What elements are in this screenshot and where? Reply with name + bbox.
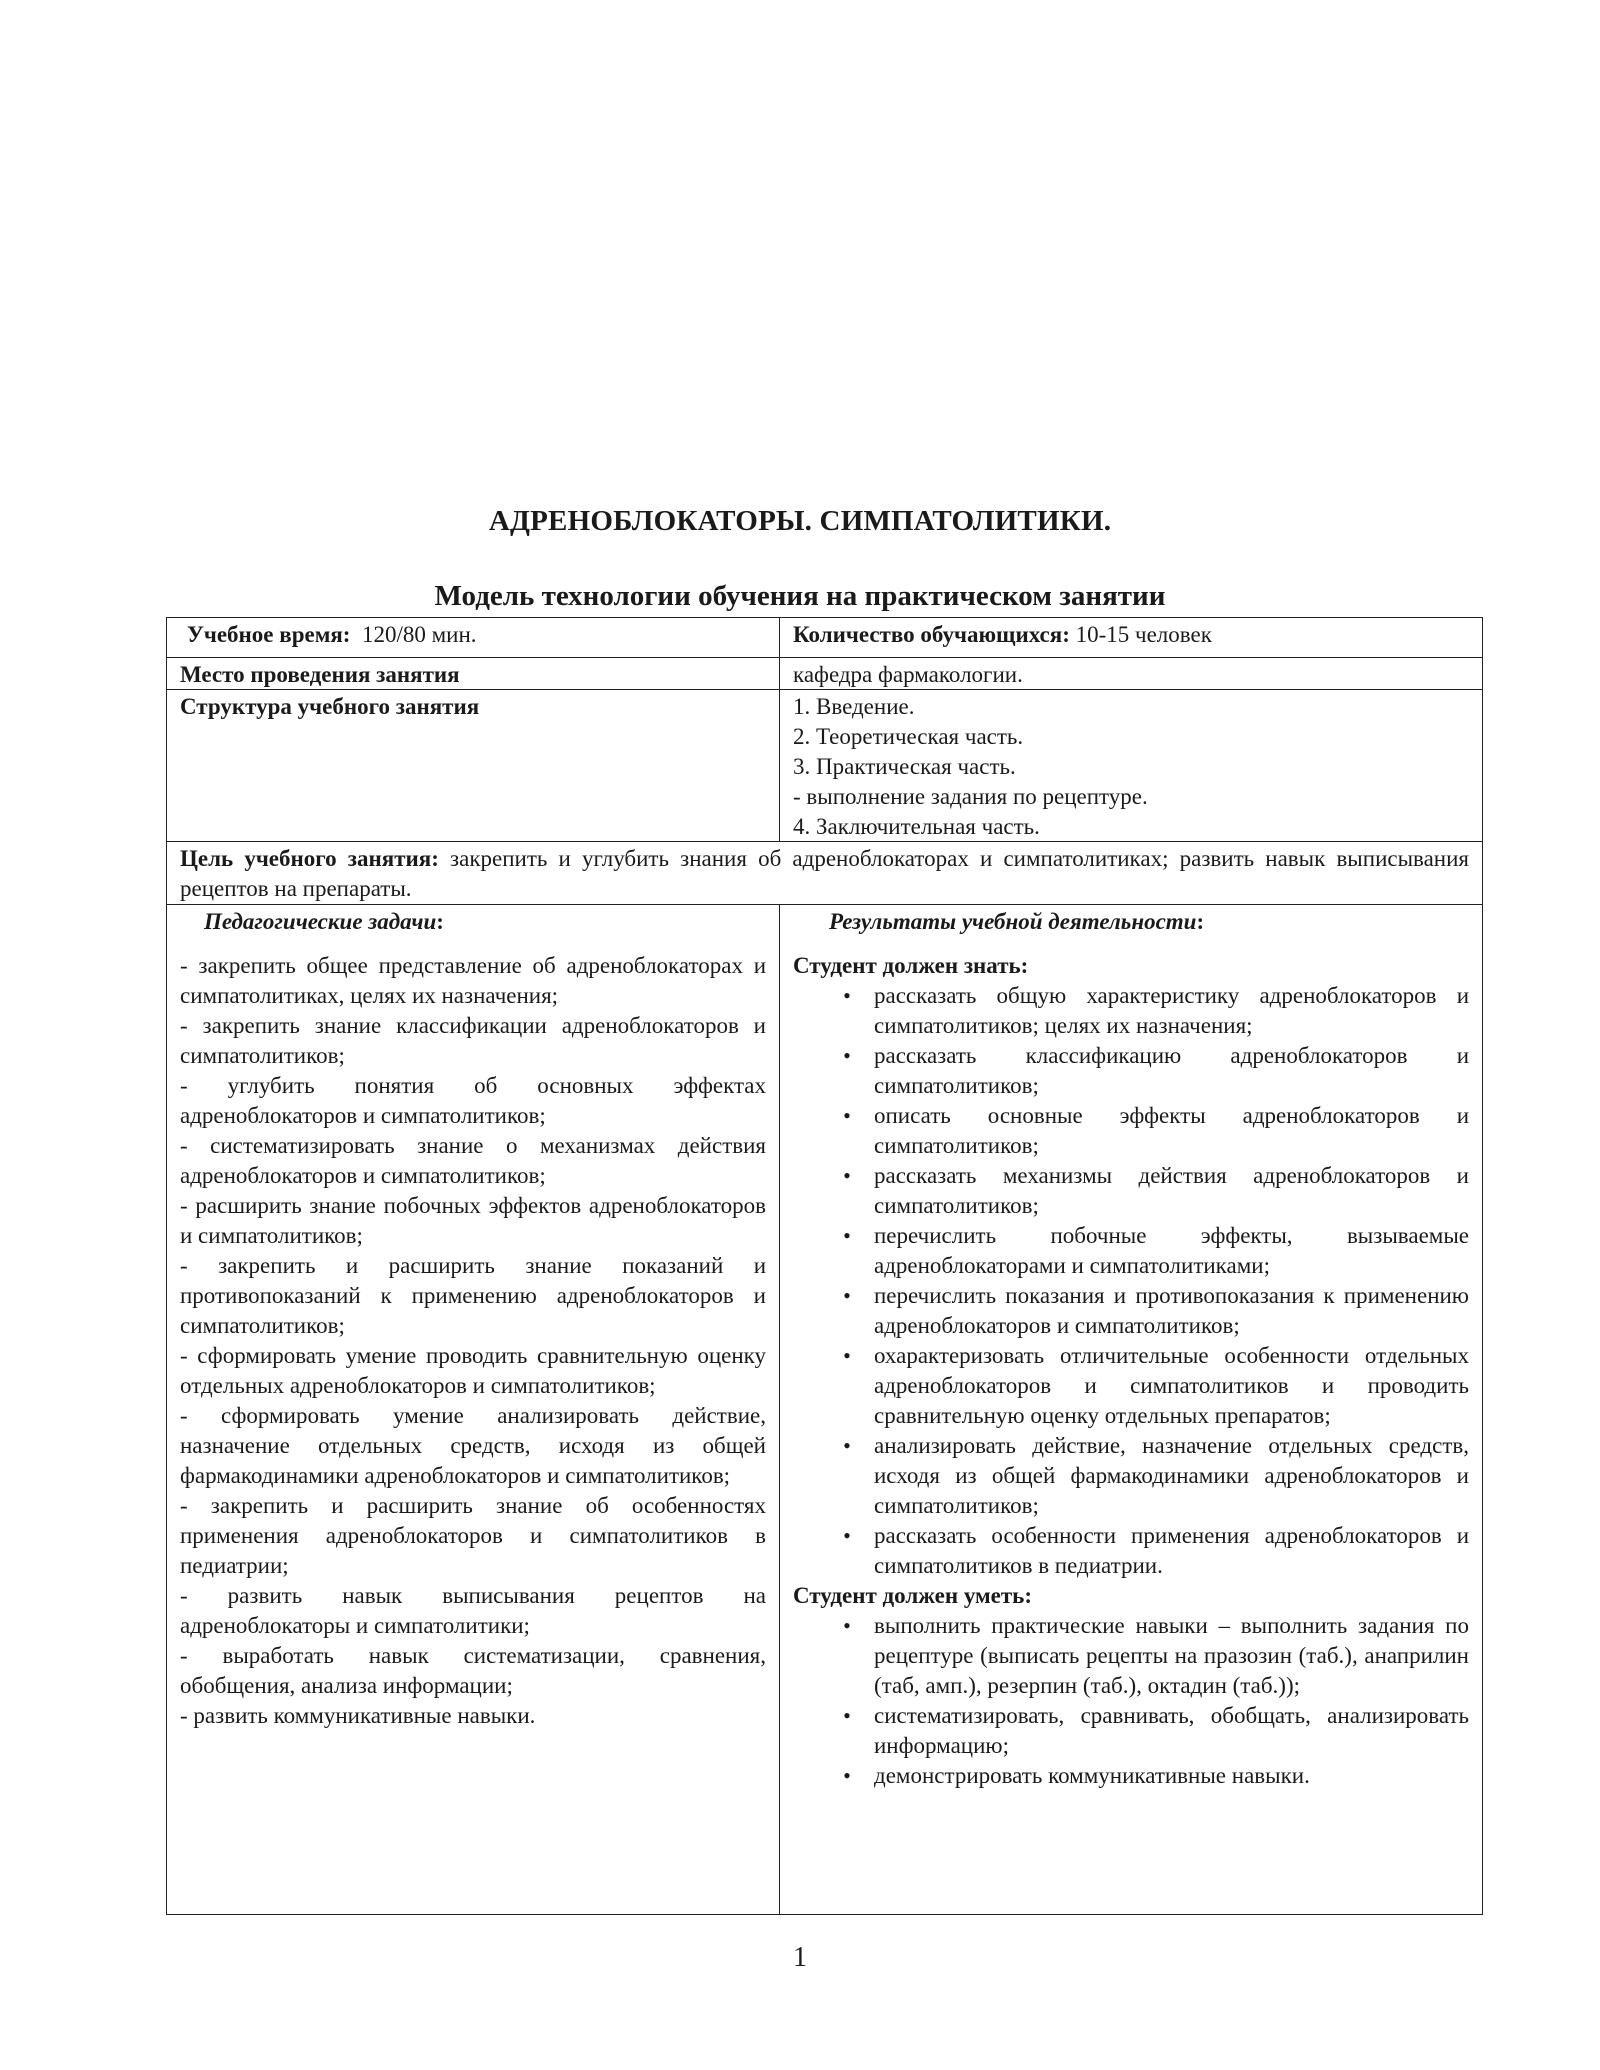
table-row-goal bbox=[167, 842, 1482, 905]
list-item: • рассказать особенности применения адреноблокаторов и симпатолитиков в педиатрии. bbox=[793, 1521, 1469, 1581]
know-header: Студент должен знать: bbox=[793, 953, 1029, 978]
list-item: • рассказать общую характеристику адреноблокаторов и симпатолитиков; целях их назначения; bbox=[793, 981, 1469, 1041]
study-time-cell bbox=[167, 618, 780, 657]
students-value: 10-15 человек bbox=[1075, 622, 1212, 647]
task-item: - расширить знание побочных эффектов адреноблокаторов и симпатолитиков; bbox=[180, 1193, 766, 1248]
results-header: Результаты учебной деятельности bbox=[829, 909, 1197, 934]
students-cell bbox=[780, 618, 1482, 657]
list-item: • описать основные эффекты адреноблокаторов и симпатолитиков; bbox=[793, 1101, 1469, 1161]
bullet-icon: • bbox=[843, 983, 851, 1008]
place-value: кафедра фармакологии. bbox=[793, 662, 1023, 687]
table-row-time-students bbox=[167, 618, 1482, 658]
list-item: • демонстрировать коммуникативные навыки. bbox=[793, 1761, 1469, 1791]
task-item: - закрепить общее представление об адреноблокаторах и симпатолитиках, целях их назначения; bbox=[180, 953, 766, 1008]
can-list bbox=[793, 1611, 1469, 1791]
document-subtitle: Модель технологии обучения на практическом занятии bbox=[434, 580, 1166, 612]
structure-list bbox=[780, 690, 1482, 841]
bullet-icon: • bbox=[843, 1223, 851, 1248]
study-time-label: Учебное время: bbox=[187, 622, 351, 647]
task-item: - выработать навык систематизации, сравнения, обобщения, анализа информации; bbox=[180, 1643, 766, 1698]
table-row-structure bbox=[167, 690, 1482, 842]
study-time-value: 120/80 мин. bbox=[361, 622, 477, 647]
know-list bbox=[793, 981, 1469, 1581]
bullet-icon: • bbox=[843, 1763, 851, 1788]
task-item: - развить коммуникативные навыки. bbox=[180, 1703, 536, 1728]
bullet-icon: • bbox=[843, 1343, 851, 1368]
task-item: - сформировать умение проводить сравнительную оценку отдельных адреноблокаторов и симпатолитиков; bbox=[180, 1343, 766, 1398]
task-item: - систематизировать знание о механизмах действия адреноблокаторов и симпатолитиков; bbox=[180, 1133, 766, 1188]
place-label-cell bbox=[167, 658, 780, 689]
task-item: - закрепить и расширить знание об особенностях применения адреноблокаторов и симпатолитиков в педиатрии; bbox=[180, 1493, 766, 1578]
goal-label: Цель учебного занятия: bbox=[180, 846, 439, 871]
students-label: Количество обучающихся: bbox=[793, 622, 1070, 647]
list-item: • выполнить практические навыки – выполнить задания по рецептуре (выписать рецепты на празозин (таб.), анаприлин (таб, амп.), резерпин (таб.), октадин (таб.)); bbox=[793, 1611, 1469, 1701]
table-row-place bbox=[167, 658, 1482, 690]
place-label: Место проведения занятия bbox=[180, 662, 460, 687]
goal-cell bbox=[167, 842, 1482, 904]
task-item: - закрепить и расширить знание показаний и противопоказаний к применению адреноблокаторов и симпатолитиков; bbox=[180, 1253, 766, 1338]
bullet-icon: • bbox=[843, 1103, 851, 1128]
bullet-icon: • bbox=[843, 1283, 851, 1308]
structure-label: Структура учебного занятия bbox=[180, 694, 480, 719]
task-item: - развить навык выписывания рецептов на адреноблокаторы и симпатолитики; bbox=[180, 1583, 766, 1638]
structure-item: 2. Теоретическая часть. bbox=[793, 724, 1024, 749]
bullet-icon: • bbox=[843, 1043, 851, 1068]
list-item: • охарактеризовать отличительные особенности отдельных адреноблокаторов и симпатолитиков и проводить сравнительную оценку отдельных препаратов; bbox=[793, 1341, 1469, 1431]
place-value-cell bbox=[780, 658, 1482, 689]
task-item: - закрепить знание классификации адреноблокаторов и симпатолитиков; bbox=[180, 1013, 766, 1068]
list-item: • перечислить показания и противопоказания к применению адреноблокаторов и симпатолитиков; bbox=[793, 1281, 1469, 1341]
document-title: АДРЕНОБЛОКАТОРЫ. СИМПАТОЛИТИКИ. bbox=[488, 505, 1112, 537]
results-cell: Результаты учебной деятельности: Студент должен знать: • рассказать общую характеристику адреноблокаторов и симпатолитиков; целях их назначения; • рассказать классификацию адреноблокаторов и симпатолитиков; • описать основные эффекты адреноблокаторов и симпатолитиков; • рассказать механизмы действия адреноблокаторов и симпатолитиков; • перечислить побочные эффекты, вызываемые адреноблокаторами и симпатолитиками; • перечислить показания и противопоказания к применению адреноблокаторов и симпатолитиков; • охарактеризовать отличительные особенности отдельных адреноблокаторов и симпатолитиков и проводить сравнительную оценку отдельных препаратов; • анализировать действие, назначение отдельных средств, исходя из общей фармакодинамики адреноблокаторов и симпатолитиков; • рассказать особенности применения адреноблокаторов и симпатолитиков в педиатрии. Студент должен уметь: • выполнить практические навыки – выполнить задания по рецептуре (выписать рецепты на празозин (таб.), анаприлин (таб, амп.), резерпин (таб.), октадин (таб.)); • систематизировать, сравнивать, обобщать, анализировать информацию; • демонстрировать коммуникативные навыки. bbox=[780, 905, 1482, 1914]
bullet-icon: • bbox=[843, 1433, 851, 1458]
structure-item: 1. Введение. bbox=[793, 694, 915, 719]
bullet-icon: • bbox=[843, 1613, 851, 1638]
structure-item: 3. Практическая часть. bbox=[793, 754, 1016, 779]
bullet-icon: • bbox=[843, 1523, 851, 1548]
tasks-cell: Педагогические задачи: - закрепить общее представление об адреноблокаторах и симпатолитиках, целях их назначения; - закрепить знание классификации адреноблокаторов и симпатолитиков; - углубить понятия об основных эффектах адреноблокаторов и симпатолитиков; - систематизировать знание о механизмах действия адреноблокаторов и симпатолитиков; - расширить знание побочных эффектов адреноблокаторов и симпатолитиков; - закрепить и расширить знание показаний и противопоказаний к применению адреноблокаторов и симпатолитиков; - сформировать умение проводить сравнительную оценку отдельных адреноблокаторов и симпатолитиков; - сформировать умение анализировать действие, назначение отдельных средств, исходя из общей фармакодинамики адреноблокаторов и симпатолитиков; - закрепить и расширить знание об особенностях применения адреноблокаторов и симпатолитиков в педиатрии; - развить навык выписывания рецептов на адреноблокаторы и симпатолитики; - выработать навык систематизации, сравнения, обобщения, анализа информации; - развить коммуникативные навыки. bbox=[167, 905, 780, 1914]
structure-item: - выполнение задания по рецептуре. bbox=[793, 784, 1148, 809]
page-number: 1 bbox=[793, 1942, 807, 1973]
task-item: - сформировать умение анализировать действие, назначение отдельных средств, исходя из общей фармакодинамики адреноблокаторов и симпатолитиков; bbox=[180, 1403, 766, 1488]
table-row-tasks-results bbox=[167, 905, 1482, 1914]
list-item: • анализировать действие, назначение отдельных средств, исходя из общей фармакодинамики адреноблокаторов и симпатолитиков; bbox=[793, 1431, 1469, 1521]
tasks-header: Педагогические задачи bbox=[204, 909, 437, 934]
structure-item: 4. Заключительная часть. bbox=[793, 814, 1040, 839]
list-item: • систематизировать, сравнивать, обобщать, анализировать информацию; bbox=[793, 1701, 1469, 1761]
list-item: • перечислить побочные эффекты, вызываемые адреноблокаторами и симпатолитиками; bbox=[793, 1221, 1469, 1281]
list-item: • рассказать классификацию адреноблокаторов и симпатолитиков; bbox=[793, 1041, 1469, 1101]
lesson-model-table bbox=[166, 617, 1483, 1915]
list-item: • рассказать механизмы действия адреноблокаторов и симпатолитиков; bbox=[793, 1161, 1469, 1221]
goal-text: закрепить и углубить знания об адреноблокаторах и симпатолитиках; развить навык выписывания рецептов на препараты. bbox=[180, 846, 1470, 901]
bullet-icon: • bbox=[843, 1163, 851, 1188]
bullet-icon: • bbox=[843, 1703, 851, 1728]
task-item: - углубить понятия об основных эффектах адреноблокаторов и симпатолитиков; bbox=[180, 1073, 766, 1128]
structure-label-cell bbox=[167, 690, 780, 841]
can-header: Студент должен уметь: bbox=[793, 1583, 1033, 1608]
